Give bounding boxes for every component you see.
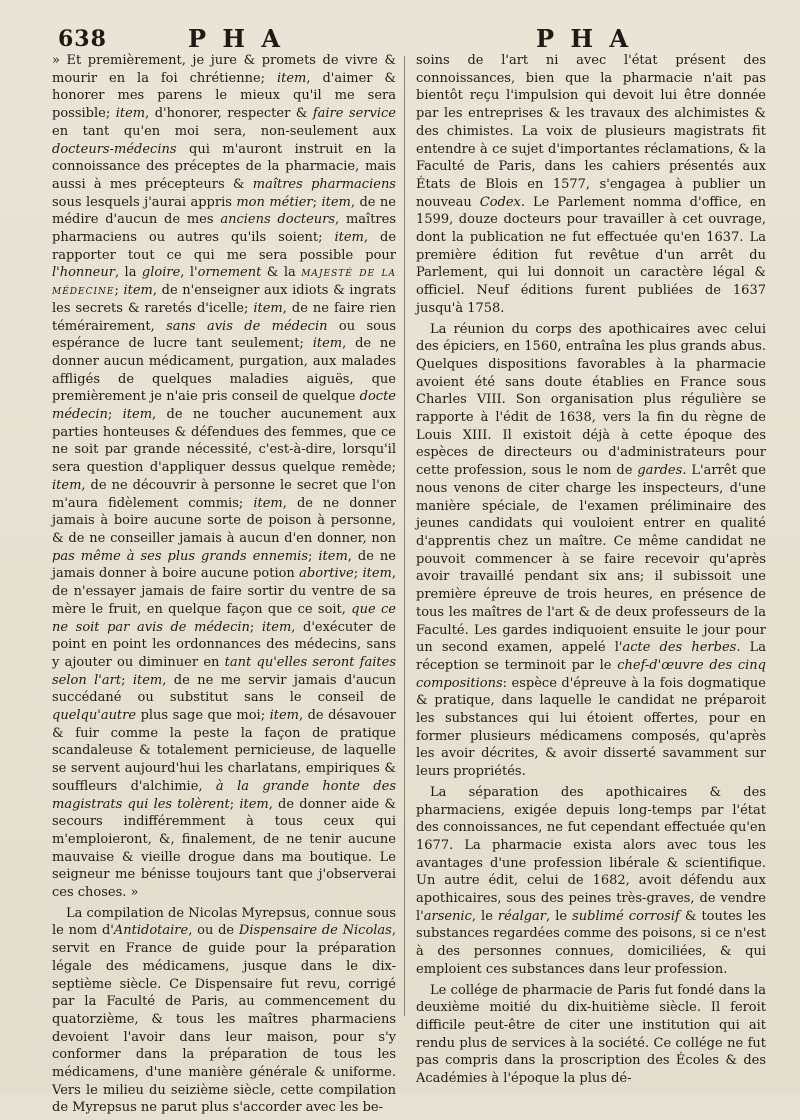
- paragraph-college: [416, 982, 766, 1088]
- text-run: , de donner aide & secours indifféremment à tous ceux qui m'emploieront, &, finalement, de ne tenir aucune mauvaise & vieille drogue dans ma boutique. Le seigneur me bénisse toujours tant que j'observerai ces choses. »: [52, 796, 396, 901]
- italic-run: Codex: [479, 194, 521, 210]
- text-run: : espèce d'épreuve à la fois dogmatique & pratique, dans laquelle le candidat ne préparoit les substances qui lui étoient offertes, pour en former plusieurs médicamens composés, qu'après les avoir décrites, & avoir disserté savamment sur leurs propriétés.: [416, 675, 766, 780]
- italic-run: majesté de la médecine: [52, 265, 396, 299]
- text-run: ;: [249, 619, 262, 635]
- italic-run: sans avis de médecin: [166, 318, 328, 334]
- running-head-left: P H A: [188, 24, 285, 53]
- text-run: . L'arrêt que nous venons de citer charge les inspecteurs, d'une manière spéciale, de l'examen préliminaire des jeunes candidats qui vouloient entrer en qualité d'apprentis chez un maître. Ce même candidat ne pouvoit commencer à se faire recevoir qu'après avoir travaillé pendant six ans; il subissoit une première épreuve de trois heures, en présence de tous les maîtres de l'art & de deux professeurs de la Faculté. Les gardes indiquoient ensuite le jour pour un second examen, appelé l': [416, 463, 766, 656]
- text-run: , maîtres pharmaciens ou autres qu'ils soient;: [52, 212, 396, 246]
- text-run: La réunion du corps des apothicaires avec celui des épiciers, en 1560, entraîna les plus grands abus. Quelques dispositions favorables à la pharmacie avoient été sans doute établies en France sous Charles VIII. Son organisation plus régulière se rapporte à l'édit de 1638, vers la fin du règne de Louis XIII. Il existoit déjà à cette époque des espèces de directeurs ou d'administrateurs pour cette profession, sous le nom de: [416, 321, 766, 479]
- text-run: La compilation de Nicolas Myrepsus, connue sous le nom d': [52, 905, 397, 939]
- text-run: , la: [114, 265, 142, 281]
- italic-run: Dispensaire de Nicolas: [238, 923, 392, 939]
- italic-run: item: [269, 708, 299, 724]
- italic-run: item: [253, 300, 283, 316]
- italic-run: docteurs-médecins: [52, 141, 177, 157]
- text-run: sous lesquels j'aurai appris: [52, 194, 237, 210]
- italic-run: gloire: [141, 265, 181, 281]
- page-number: 638: [58, 26, 107, 52]
- italic-run: item: [239, 796, 269, 812]
- italic-run: item: [318, 548, 348, 564]
- paragraph-myrepsus: [52, 905, 396, 1117]
- text-run: ;: [312, 194, 322, 210]
- italic-run: abortive: [299, 566, 354, 582]
- text-run: , de ne jamais donner à boire aucune potion: [52, 548, 396, 582]
- text-run: ou sous espérance de lucre tant seulement;: [52, 318, 396, 352]
- italic-run: item: [276, 70, 307, 86]
- text-run: ;: [353, 566, 363, 582]
- text-run: , d'aimer & honorer mes parens le mieux qu'il me sera possible;: [52, 70, 396, 122]
- italic-run: tant qu'elles seront faites selon l'art: [52, 654, 396, 688]
- text-run: en tant qu'en moi sera, non-seulement aux: [52, 123, 396, 139]
- text-run: , de ne faire rien témérairement,: [52, 300, 396, 334]
- text-run: La séparation des apothicaires & des pharmaciens, exigée depuis long-temps par l'état des connoissances, ne fut cependant effectuée qu'en 1677. La pharmacie exista alors avec tous les avantages d'une profession libérale & scientifique. Un autre édit, celui de 1682, avoit défendu aux apothicaires, sous des peines très-graves, de vendre l': [416, 784, 766, 924]
- italic-run: maîtres pharmaciens: [252, 176, 396, 192]
- text-run: plus sage que moi;: [136, 708, 270, 724]
- text-run: , de ne me servir jamais d'aucun succédané ou substitut sans le conseil de: [52, 672, 396, 706]
- text-run: Le collége de pharmacie de Paris fut fondé dans la deuxième moitié du dix-huitième siècle. Il feroit difficile peut-être de citer une institution qui ait rendu plus de services à la société. Ce collége ne fut pas compris dans la proscription des Écoles & des Académies à l'époque la plus dé-: [416, 982, 766, 1087]
- paragraph-epiciers: [416, 321, 766, 781]
- italic-run: item: [253, 495, 283, 511]
- text-run: , de ne donner aucun médicament, purgation, aux malades affligés de quelques maladies aiguës, que premièrement je n'aie pris conseil de quelque: [52, 336, 396, 405]
- italic-run: item: [122, 407, 153, 423]
- text-run: soins de l'art ni avec l'état présent des connoissances, bien que la pharmacie n'ait pas bientôt reçu l'impulsion qui devoit lui être donnée par les entreprises & les travaux des alchimistes & des chimistes. La voix de plusieurs magistrats fit entendre à ce sujet d'importantes réclamations, & la Faculté de Paris, dans les cahiers présentés aux États de Blois en 1577, s'engagea à publier un nouveau: [416, 53, 766, 210]
- text-run: ;: [107, 407, 123, 423]
- text-run: qui m'auront instruit en la connoissance des préceptes de la pharmacie, mais aussi à mes précepteurs &: [52, 141, 396, 192]
- italic-run: item: [321, 194, 351, 210]
- italic-run: mon métier: [236, 194, 313, 210]
- text-run: & toutes les substances regardées comme des poisons, si ce n'est à des personnes connues, domiciliées, & qui emploient ces substances dans leur profession.: [416, 908, 766, 977]
- text-run: . Le Parlement nomma d'office, en 1599, douze docteurs pour travailler à cet ouvrage, dont la publication ne fut effectuée qu'en 1637. La première édition fut revêtue d'un arrêt du Parlement, qui lui donnoit un caractère légal & officiel. Neuf éditions furent publiées de 1637 jusqu'à 1758.: [416, 194, 766, 316]
- text-run: , l': [180, 265, 198, 281]
- text-run: , de ne découvrir à personne le secret que l'on m'aura fidèlement commis;: [52, 477, 396, 511]
- text-run: ;: [308, 548, 319, 564]
- text-run: , d'exécuter de point en point les ordonnances des médecins, sans y ajouter ou diminuer en: [52, 619, 397, 670]
- italic-run: chef-d'œuvre des cinq compositions: [416, 657, 766, 691]
- text-run: , le: [471, 908, 498, 924]
- paragraph-oath: [52, 52, 396, 902]
- italic-run: l'honneur: [52, 265, 115, 281]
- italic-run: acte des herbes: [622, 640, 737, 656]
- paragraph-separation: [416, 784, 766, 979]
- italic-run: que ce ne soit par avis de médecin: [52, 601, 396, 635]
- text-run: , de ne donner jamais à boire aucune sorte de poison à personne, & de ne conseiller jamais à aucun d'en donner, non: [52, 495, 396, 546]
- column-rule: [404, 56, 405, 1016]
- text-run: ;: [229, 796, 240, 812]
- italic-run: réalgar: [497, 908, 547, 924]
- text-run: , le: [546, 908, 573, 924]
- italic-run: item: [362, 566, 392, 582]
- italic-run: anciens docteurs: [220, 212, 336, 228]
- text-run: , servit en France de guide pour la préparation légale des médicamens, jusque dans le dix-septième siècle. Ce Dispensaire fut revu, corrigé par la Faculté de Paris, au commencement du quatorzième, & tous les maîtres pharmaciens devoient l'avoir dans leur maison, pour s'y conformer dans la préparation de tous les médicamens, d'une manière générale & uniforme. Vers le milieu du seizième siècle, cette compilation de Myrepsus ne parut plus s'accorder avec les be-: [52, 923, 396, 1116]
- text-run: . La réception se terminoit par le: [416, 640, 766, 673]
- text-run: » Et premièrement, je jure & promets de vivre & mourir en la foi chrétienne;: [52, 53, 396, 86]
- italic-run: item: [132, 672, 163, 688]
- running-head-right: P H A: [536, 24, 633, 53]
- text-run: , ou de: [188, 923, 239, 939]
- italic-run: arsenic: [423, 908, 472, 924]
- italic-run: item: [52, 477, 82, 493]
- italic-run: item: [123, 283, 153, 299]
- italic-run: item: [312, 336, 343, 352]
- italic-run: sublimé corrosif: [572, 908, 680, 924]
- italic-run: item: [115, 106, 146, 122]
- text-run: & la: [261, 265, 302, 281]
- text-run: , de désavouer & fuir comme la peste la façon de pratique scandaleuse & totalement pernicieuse, de laquelle se servent aujourd'hui les charlatans, empiriques & souffleurs d'alchimie,: [52, 708, 396, 794]
- italic-run: item: [334, 230, 364, 246]
- text-run: , de n'essayer jamais de faire sortir du ventre de sa mère le fruit, en quelque façon que ce soit,: [52, 566, 397, 617]
- italic-run: ornement: [197, 265, 262, 281]
- italic-run: à la grande honte des magistrats qui les tolèrent: [52, 778, 396, 812]
- text-run: , de rapporter tout ce qui me sera possible pour: [52, 230, 397, 263]
- paragraph-codex: [416, 52, 766, 318]
- text-run: , de n'enseigner aux idiots & ingrats les secrets & raretés d'icelle;: [52, 283, 396, 316]
- italic-run: gardes: [637, 463, 683, 479]
- left-column: [52, 52, 396, 1120]
- italic-run: docte médecin: [52, 389, 396, 423]
- text-run: ;: [121, 672, 133, 688]
- text-run: , de ne toucher aucunement aux parties honteuses & défendues des femmes, que ce ne soit par grande nécessité, c'est-à-dire, lorsqu'il sera question d'appliquer dessus quelque remède;: [52, 407, 397, 476]
- italic-run: item: [261, 619, 292, 635]
- italic-run: faire service: [312, 106, 396, 122]
- italic-run: quelqu'autre: [52, 708, 137, 724]
- text-run: ;: [114, 283, 124, 299]
- right-column: [416, 52, 766, 1091]
- text-run: , d'honorer, respecter &: [145, 106, 313, 122]
- text-run: , de ne médire d'aucun de mes: [52, 194, 396, 228]
- italic-run: Antidotaire: [113, 923, 189, 939]
- italic-run: pas même à ses plus grands ennemis: [52, 548, 308, 564]
